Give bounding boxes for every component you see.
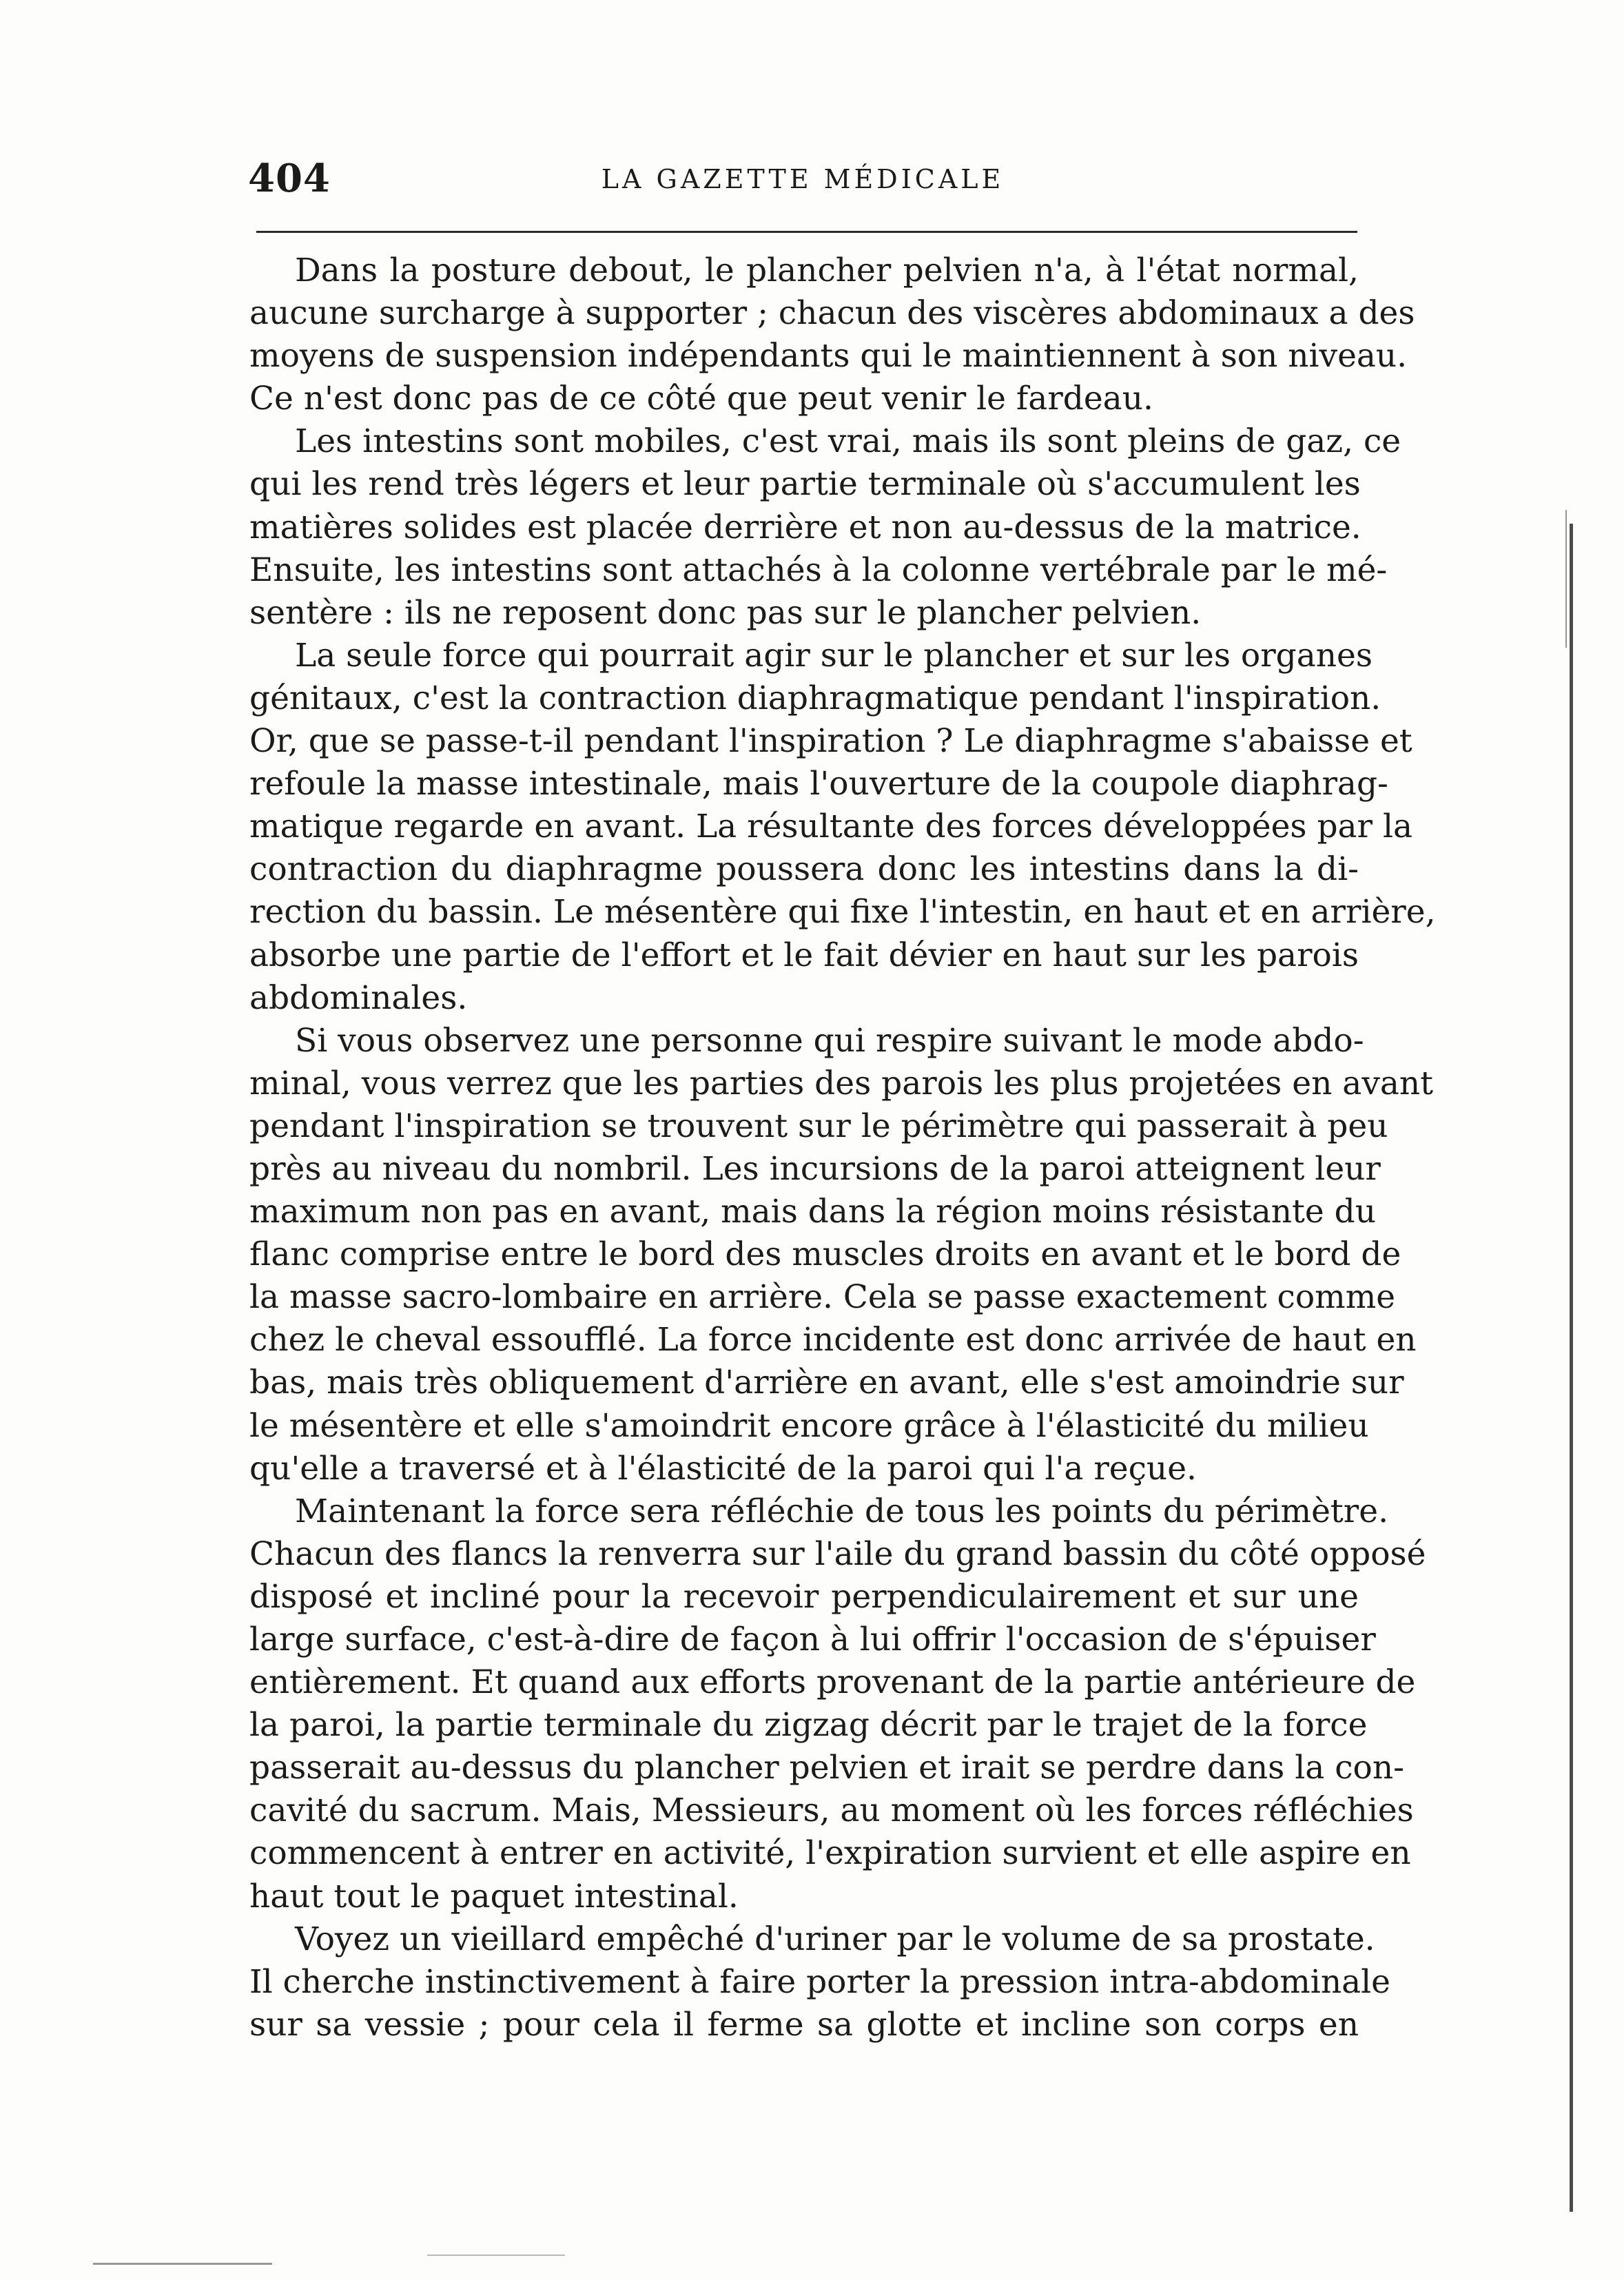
text-line: commencent à entrer en activité, l'expiration survient et elle aspire en: [249, 1834, 1411, 1873]
text-line: génitaux, c'est la contraction diaphragmatique pendant l'inspiration.: [249, 679, 1381, 717]
text-line: Ensuite, les intestins sont attachés à la colonne vertébrale par le mé-: [249, 551, 1388, 589]
text-line: Chacun des flancs la renverra sur l'aile du grand bassin du côté opposé: [249, 1534, 1426, 1573]
text-line: haut tout le paquet intestinal.: [249, 1877, 739, 1916]
text-line: large surface, c'est-à-dire de façon à lui offrir l'occasion de s'épuiser: [249, 1621, 1376, 1658]
text-line: minal, vous verrez que les parties des parois les plus projetées en avant: [249, 1064, 1434, 1102]
text-line: le mésentère et elle s'amoindrit encore grâce à l'élasticité du milieu: [249, 1406, 1369, 1445]
text-line: la masse sacro-lombaire en arrière. Cela se passe exactement comme: [249, 1278, 1396, 1317]
text-line: La seule force qui pourrait agir sur le plancher et sur les organes: [295, 636, 1373, 675]
scan-edge-mark: [1570, 524, 1573, 2212]
text-line: Il cherche instinctivement à faire porter la pression intra-abdominale: [249, 1962, 1390, 2001]
text-line: bas, mais très obliquement d'arrière en avant, elle s'est amoindrie sur: [249, 1364, 1404, 1402]
text-line: cavité du sacrum. Mais, Messieurs, au moment où les forces réfléchies: [249, 1791, 1414, 1830]
text-line: sur sa vessie ; pour cela il ferme sa glotte et incline son corps en: [249, 2005, 1359, 2044]
text-line: absorbe une partie de l'effort et le fait dévier en haut sur les parois: [249, 936, 1359, 974]
text-line: disposé et incliné pour la recevoir perpendiculairement et sur une: [249, 1577, 1359, 1616]
text-line: qu'elle a traversé et à l'élasticité de la paroi qui l'a reçue.: [249, 1449, 1197, 1488]
text-line: près au niveau du nombril. Les incursions de la paroi atteignent leur: [249, 1149, 1381, 1188]
scan-edge-mark-thin: [1565, 510, 1567, 648]
text-line: aucune surcharge à supporter ; chacun des viscères abdominaux a des: [249, 294, 1415, 333]
text-line: Maintenant la force sera réfléchie de tous les points du périmètre.: [295, 1492, 1389, 1530]
page-header: [248, 156, 1357, 204]
text-line: flanc comprise entre le bord des muscles droits en avant et le bord de: [249, 1235, 1401, 1274]
text-line: Dans la posture debout, le plancher pelvien n'a, à l'état normal,: [295, 251, 1359, 289]
text-line: qui les rend très légers et leur partie terminale où s'accumulent les: [249, 465, 1361, 504]
body-text: [249, 249, 1436, 2046]
text-line: abdominales.: [249, 978, 468, 1017]
text-line: Voyez un vieillard empêché d'uriner par le volume de sa prostate.: [295, 1920, 1375, 1958]
text-line: Or, que se passe-t-il pendant l'inspiration ? Le diaphragme s'abaisse et: [249, 722, 1412, 761]
text-line: Ce n'est donc pas de ce côté que peut venir le fardeau.: [249, 380, 1153, 418]
scan-footer-artifact-2: [427, 2255, 565, 2256]
text-line: maximum non pas en avant, mais dans la région moins résistante du: [249, 1193, 1377, 1231]
text-line: pendant l'inspiration se trouvent sur le périmètre qui passerait à peu: [249, 1107, 1388, 1145]
text-line: sentère : ils ne reposent donc pas sur le plancher pelvien.: [249, 593, 1202, 632]
text-line: contraction du diaphragme poussera donc les intestins dans la di-: [249, 850, 1359, 889]
text-line: Les intestins sont mobiles, c'est vrai, mais ils sont pleins de gaz, ce: [295, 422, 1401, 461]
header-rule: [256, 231, 1357, 233]
text-line: rection du bassin. Le mésentère qui fixe l'intestin, en haut et en arrière,: [249, 893, 1436, 932]
text-line: matières solides est placée derrière et non au-dessus de la matrice.: [249, 508, 1361, 546]
running-head: LA GAZETTE MÉDICALE: [601, 164, 1005, 194]
text-line: la paroi, la partie terminale du zigzag décrit par le trajet de la force: [249, 1706, 1368, 1745]
text-line: matique regarde en avant. La résultante des forces développées par la: [249, 808, 1413, 846]
scan-footer-artifact: [93, 2263, 272, 2265]
text-line: chez le cheval essoufflé. La force incidente est donc arrivée de haut en: [249, 1321, 1417, 1359]
text-line: passerait au-dessus du plancher pelvien et irait se perdre dans la con-: [249, 1749, 1404, 1787]
page-number: 404: [248, 156, 331, 201]
text-line: refoule la masse intestinale, mais l'ouverture de la coupole diaphrag-: [249, 765, 1388, 803]
text-line: entièrement. Et quand aux efforts provenant de la partie antérieure de: [249, 1663, 1416, 1702]
text-line: Si vous observez une personne qui respire suivant le mode abdo-: [295, 1021, 1364, 1060]
text-line: moyens de suspension indépendants qui le maintiennent à son niveau.: [249, 337, 1408, 376]
